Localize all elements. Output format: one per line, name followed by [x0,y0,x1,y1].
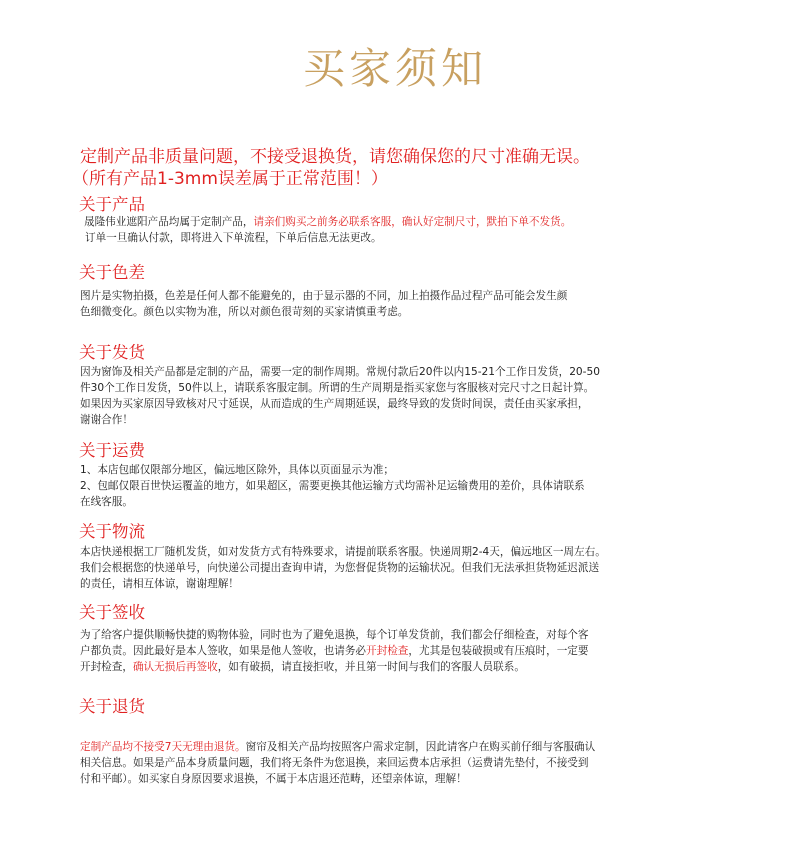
signing-text: ，尤其是包装破损或有压痕时，一定要 [408,645,589,657]
section-heading-signing: 关于签收 [79,603,145,622]
custom-warning: 定制产品非质量问题，不接受退换货，请您确保您的尺寸准确无误。 [80,147,590,167]
product-line: 订单一旦确认付款，即将进入下单流程，下单后信息无法更改。 [85,232,382,244]
product-highlight: 请亲们购买之前务必联系客服，确认好定制尺寸，默拍下单不发货。 [253,216,572,228]
product-text: 晟隆伟业遮阳产品均属于定制产品， [84,216,254,228]
signing-text: 开封检查， [80,661,133,673]
logistics-line: 本店快递根据工厂随机发货，如对发货方式有特殊要求，请提前联系客服。快递周期2-4天，偏远地区一周左右。 [80,546,606,558]
returns-line: 相关信息。如果是产品本身质量问题，我们将无条件为您退换，来回运费本店承担（运费请先垫付，不接受到 [80,757,589,769]
signing-line: 为了给客户提供顺畅快捷的购物体验，同时也为了避免退换，每个订单发货前，我们都会仔细检查，对每个客 [80,629,589,641]
color-line: 色细微变化。颜色以实物为准，所以对颜色很苛刻的买家请慎重考虑。 [80,306,409,318]
logistics-line: 的责任，请相互体谅，谢谢理解！ [80,578,239,590]
signing-highlight: 开封检查 [366,645,409,657]
section-heading-freight: 关于运费 [79,441,145,460]
tolerance-note: （所有产品1-3mm误差属于正常范围！） [72,169,388,189]
section-body-returns [80,739,595,787]
shipping-line: 谢谢合作！ [80,414,133,426]
returns-line: 付和平邮）。如买家自身原因要求退换，不属于本店退还范畴，还望亲体谅，理解！ [80,773,467,785]
shipping-line: 件30个工作日发货，50件以上，请联系客服定制。所谓的生产周期是指买家您与客服核对完尺寸之日起计算。 [80,382,595,394]
section-heading-logistics: 关于物流 [79,522,145,541]
freight-line: 在线客服。 [80,496,133,508]
section-body-signing [80,627,589,675]
section-body-product [84,214,571,246]
section-body-logistics [80,544,606,592]
section-body-shipping [80,364,600,428]
returns-text: 窗帘及相关产品均按照客户需求定制，因此请客户在购买前仔细与客服确认 [245,741,596,753]
signing-text: 户都负责。因此最好是本人签收，如果是他人签收，也请务必 [80,645,367,657]
shipping-line: 如果因为买家原因导致核对尺寸延误，从而造成的生产周期延误，最终导致的发货时间误，责任由买家承担， [80,398,589,410]
section-heading-shipping: 关于发货 [79,343,145,362]
section-body-freight [80,462,585,510]
freight-line: 2、包邮仅限百世快运覆盖的地方，如果超区，需要更换其他运输方式均需补足运输费用的差价，具体请联系 [80,480,585,492]
section-body-color [80,288,567,320]
section-heading-product: 关于产品 [79,195,145,214]
signing-text: ，如有破损，请直接拒收，并且第一时间与我们的客服人员联系。 [217,661,525,673]
logistics-line: 我们会根据您的快递单号，向快递公司提出查询申请，为您督促货物的运输状况。但我们无法承担货物延迟派送 [80,562,600,574]
signing-highlight: 确认无损后再签收 [132,661,218,673]
shipping-line: 因为窗饰及相关产品都是定制的产品，需要一定的制作周期。常规付款后20件以内15-21个工作日发货，20-50 [80,366,600,378]
section-heading-color: 关于色差 [79,263,145,282]
section-heading-returns: 关于退货 [79,697,145,716]
returns-highlight: 定制产品均不接受7天无理由退货。 [80,741,246,753]
color-line: 图片是实物拍摄，色差是任何人都不能避免的，由于显示器的不同，加上拍摄作品过程产品可能会发生颜 [80,290,568,302]
page-title: 买家须知 [302,44,487,93]
freight-line: 1、本店包邮仅限部分地区，偏远地区除外，具体以页面显示为准； [80,464,394,476]
